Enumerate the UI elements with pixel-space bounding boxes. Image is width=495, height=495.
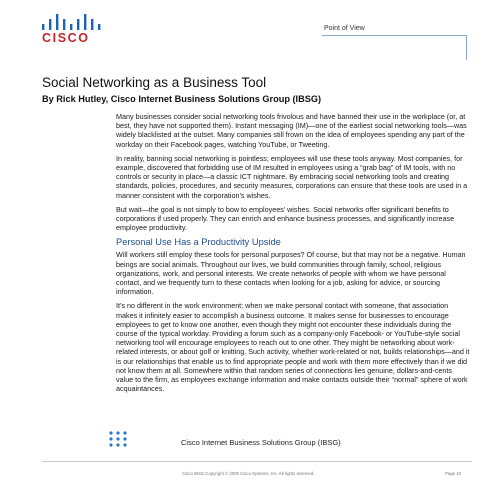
article-title: Social Networking as a Business Tool: [42, 75, 267, 90]
page-number: Page 10: [445, 471, 462, 476]
article-body: [116, 112, 471, 398]
paragraph: Will workers still employ these tools for personal purposes? Of course, but that may not be a negative. Human beings are social animals. Throughout our lives, we build communities through family, school, religious organizations, work, and personal interests. We create networks of people with whom we have personal contact, and we frequently turn to these contacts when looking for a job, asking for advice, or sourcing information.: [116, 250, 466, 297]
cisco-logo-wordmark: CISCO: [42, 31, 90, 45]
footer-organization: Cisco Internet Business Solutions Group (IBSG): [181, 438, 341, 447]
paragraph: Many businesses consider social networking tools frivolous and have banned their use in the workplace (or, at best, they have not supported them). Instant messaging (IM)—one of the earliest social networking tools—was widely blacklisted at the outset. Many companies still frown on the idea of employees spending any part of the workday on their Facebook pages, watching YouTube, or Tweeting.: [116, 112, 467, 149]
footer-divider: [42, 461, 472, 462]
header-divider: [322, 35, 467, 36]
footer-copyright: Cisco IBSG Copyright © 2009 Cisco Systems, Inc. All rights reserved.: [182, 471, 315, 476]
decorative-dots-icon: [108, 430, 132, 448]
paragraph: But wait—the goal is not simply to bow to employees’ wishes. Social networks offer significant benefits to corporations if used properly. They can enrich and enhance business processes, and significantly increase employee productivity.: [116, 204, 455, 233]
section-heading: Personal Use Has a Productivity Upside: [116, 237, 281, 248]
section-label: Point of View: [324, 25, 365, 32]
paragraph: In reality, banning social networking is pointless; employees will use these tools anyway. Most companies, for example, discovered that forbidding use of IM resulted in employees using a “grab bag” of IM tools, with no controls or security in place—a classic ICT nightmare. By embracing social networking tools and creating standards, policies, procedures, and security measures, corporations can ensure that these tools are used in a manner consistent with the corporation’s wishes.: [116, 153, 468, 200]
paragraph: It’s no different in the work environment; when we make personal contact with someone, that association makes it infinitely easier to accomplish a business outcome. It makes sense for businesses to encourage employees to get to know one another, even though they might not encounter these individuals during the course of the typical workday. Providing a forum such as a company-only Facebook- or YouTube-style social networking tool will encourage employees to reach out to one other. They might be networking about work-related interests, or about golf or knitting. Such activity, whether work-related or not, builds relationships—and it is our relationships that enable us to find appropriate people and work with them more effectively than if we did not know them at all. Somewhere within that random series of connections lies genuine, dollars-and-cents value to the firm, as employees exchange information and make contacts outside their “normal” sphere of work acquaintances.: [116, 301, 470, 394]
header-vertical-divider: [466, 35, 467, 60]
article-byline: By Rick Hutley, Cisco Internet Business Solutions Group (IBSG): [42, 94, 322, 104]
